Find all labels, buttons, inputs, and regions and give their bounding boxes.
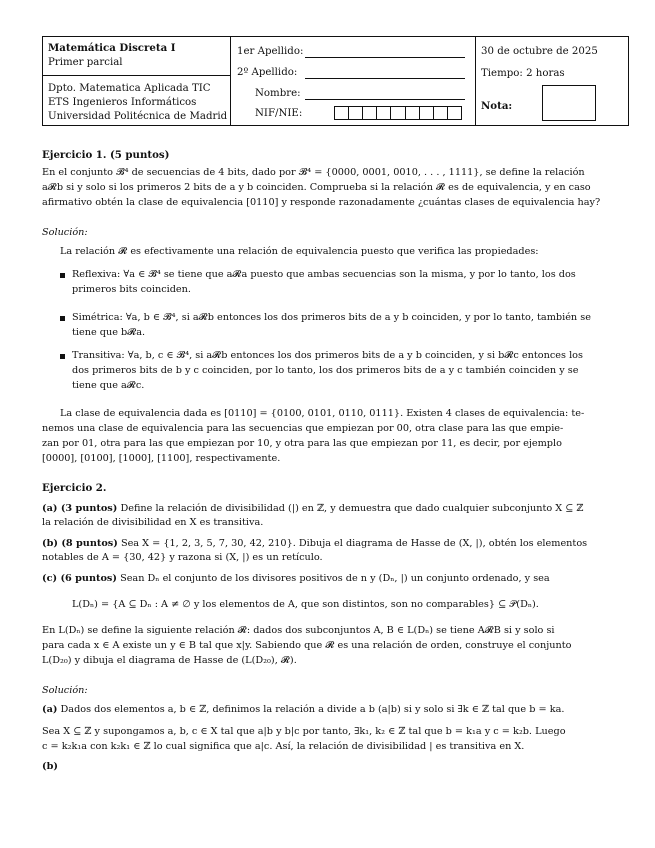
exercise-2a-statement: la relación de divisibilidad en X es transitiva. — [42, 517, 264, 528]
equivalence-class-text: La clase de equivalencia dada es [0110] = {0100, 0101, 0110, 0111}. Existen 4 clases de equivalencia: te- — [60, 408, 585, 419]
header-divider — [230, 37, 231, 125]
bullet-icon — [60, 316, 65, 321]
course-title: Matemática Discreta I — [48, 42, 176, 54]
exercise-2c-statement: En L(Dₙ) se define la siguiente relación 𝓡: dados dos subconjuntos A, B ∈ L(Dₙ) se tiene A𝓡B si y solo si — [42, 625, 555, 636]
solution-2a-text: Sea X ⊆ ℤ y supongamos a, b, c ∈ X tal que a|b y b|c por tanto, ∃k₁, k₂ ∈ ℤ tal que b = k₁a y c = k₂b. Luego — [42, 726, 566, 737]
exercise-1-statement: a𝓡b si y solo si los primeros 2 bits de a y b coinciden. Comprueba si la relación 𝓡 es de equivalencia, y en caso — [42, 182, 591, 193]
school: ETS Ingenieros Informáticos — [48, 97, 197, 108]
bullet-icon — [60, 354, 65, 359]
solution-2a-text: c = k₂k₁a con k₂k₁ ∈ ℤ lo cual significa que a|c. Así, la relación de divisibilidad | es transitiva en X. — [42, 741, 525, 752]
exercise-2b-statement: notables de A = {30, 42} y razona si (X, |) es un retículo. — [42, 552, 323, 563]
header-divider — [475, 37, 476, 125]
solution-2a-text: (a) Dados dos elementos a, b ∈ ℤ, definimos la relación a divide a b (a|b) si y solo si ∃k ∈ ℤ tal que b = ka. — [42, 704, 565, 715]
transitive-property: tiene que a𝓡c. — [72, 380, 145, 391]
equivalence-class-text: [0000], [0100], [1000], [1100], respectivamente. — [42, 453, 281, 464]
display-formula: L(Dₙ) = {A ⊆ Dₙ : A ≠ ∅ y los elementos de A, que son distintos, son no comparables} ⊆ 𝒫(Dₙ). — [72, 599, 539, 610]
nif-label: NIF/NIE: — [255, 108, 303, 119]
solution-text: La relación 𝓡 es efectivamente una relación de equivalencia puesto que verifica las propiedades: — [60, 246, 539, 257]
exercise-2c-statement: (c) (6 puntos) Sean Dₙ el conjunto de los divisores positivos de n y (Dₙ, |) un conjunto ordenado, y sea — [42, 573, 550, 584]
exam-date: 30 de octubre de 2025 — [481, 46, 598, 57]
solution-label: Solución: — [42, 227, 88, 238]
exercise-1-statement: afirmativo obtén la clase de equivalencia [0110] y responde razonadamente ¿cuántas clases de equivalencia hay? — [42, 197, 601, 208]
solution-2b-label: (b) — [42, 761, 58, 772]
solution-label: Solución: — [42, 685, 88, 696]
university: Universidad Politécnica de Madrid — [48, 111, 228, 122]
exercise-2c-statement: para cada x ∈ A existe un y ∈ B tal que x|y. Sabiendo que 𝓡 es una relación de orden, construye el conjunto — [42, 640, 572, 651]
exam-type: Primer parcial — [48, 57, 123, 68]
exercise-2b-statement: (b) (8 puntos) Sea X = {1, 2, 3, 5, 7, 30, 42, 210}. Dibuja el diagrama de Hasse de (X, |), obtén los elementos — [42, 538, 588, 549]
exercise-2c-statement: L(D₂₀) y dibuja el diagrama de Hasse de (L(D₂₀), 𝓡). — [42, 655, 297, 666]
department: Dpto. Matematica Aplicada TIC — [48, 83, 211, 94]
first-surname-label: 1er Apellido: — [237, 46, 304, 57]
nif-boxes[interactable] — [334, 106, 462, 120]
exercise-2a-statement: (a) (3 puntos) Define la relación de divisibilidad (|) en ℤ, y demuestra que dado cualquier subconjunto X ⊆ ℤ — [42, 503, 584, 514]
reflexive-property: primeros bits coinciden. — [72, 284, 191, 295]
first-surname-field[interactable] — [305, 57, 465, 58]
exercise-1-statement: En el conjunto 𝓑⁴ de secuencias de 4 bits, dado por 𝓑⁴ = {0000, 0001, 0010, . . . , 1111}, se define la relación — [42, 167, 585, 178]
grade-label: Nota: — [481, 100, 513, 112]
symmetric-property: Simétrica: ∀a, b ∈ 𝓑⁴, si a𝓡b entonces los dos primeros bits de a y b coinciden, y por lo tanto, también se — [72, 312, 591, 323]
transitive-property: Transitiva: ∀a, b, c ∈ 𝓑⁴, si a𝓡b entonces los dos primeros bits de a y b coinciden, y si b𝓡c entonces los — [72, 350, 583, 361]
equivalence-class-text: zan por 01, otra para las que empiezan por 10, y otra para las que empiezan por 11, es decir, por ejemplo — [42, 438, 562, 449]
grade-box — [542, 85, 596, 121]
transitive-property: dos primeros bits de b y c coinciden, por lo tanto, los dos primeros bits de a y c también coinciden y se — [72, 365, 579, 376]
name-field[interactable] — [305, 99, 465, 100]
second-surname-label: 2º Apellido: — [237, 67, 298, 78]
reflexive-property: Reflexiva: ∀a ∈ 𝓑⁴ se tiene que a𝓡a puesto que ambas secuencias son la misma, y por lo tanto, los dos — [72, 269, 576, 280]
exam-time: Tiempo: 2 horas — [481, 68, 565, 79]
equivalence-class-text: nemos una clase de equivalencia para las secuencias que empiezan por 00, otra clase para las que empie- — [42, 423, 564, 434]
second-surname-field[interactable] — [305, 78, 465, 79]
exercise-2-title: Ejercicio 2. — [42, 482, 107, 494]
name-label: Nombre: — [255, 88, 301, 99]
header-divider — [43, 75, 230, 76]
exercise-1-title: Ejercicio 1. (5 puntos) — [42, 149, 170, 161]
symmetric-property: tiene que b𝓡a. — [72, 327, 146, 338]
bullet-icon — [60, 273, 65, 278]
